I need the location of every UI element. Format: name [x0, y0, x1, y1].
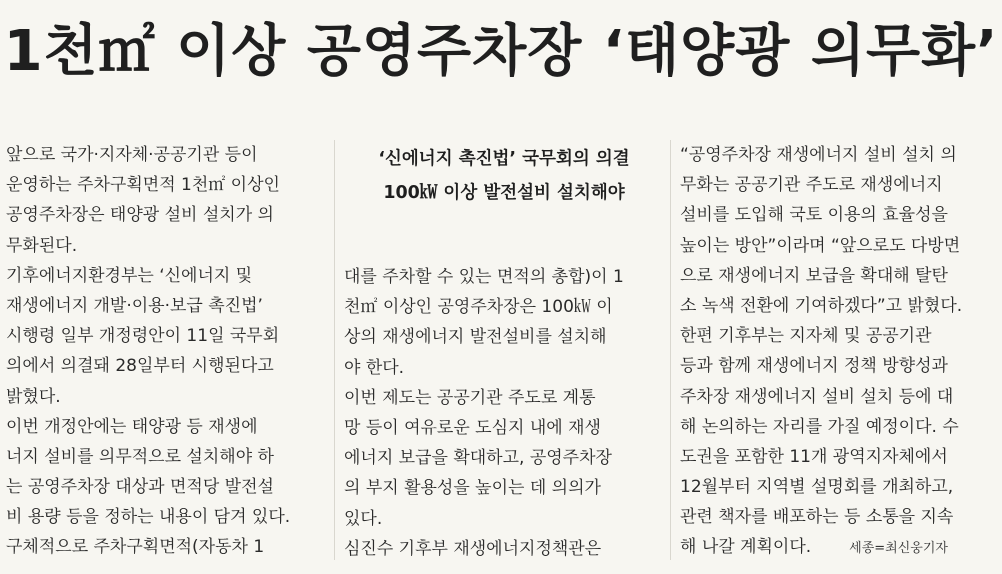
body-line: 시행령 일부 개정령안이 11일 국무회 [6, 326, 280, 347]
body-line: 소 녹색 전환에 기여하겠다”고 밝혔다. [680, 295, 963, 316]
column-divider [670, 140, 671, 560]
subhead-line: 100㎾ 이상 발전설비 설치해야 [383, 183, 625, 203]
body-line: 의 부지 활용성을 높이는 데 의의가 [344, 478, 601, 499]
body-line: 기후에너지환경부는 ‘신에너지 및 [6, 265, 253, 286]
body-line: 공영주차장은 태양광 설비 설치가 의 [6, 205, 274, 226]
column-divider [334, 140, 335, 560]
body-line: “공영주차장 재생에너지 설비 설치 의 [680, 145, 957, 165]
body-line: 등과 함께 재생에너지 정책 방향성과 [680, 356, 948, 377]
body-line-with-byline [680, 532, 998, 562]
byline: 세종=최신웅기자 [849, 541, 948, 557]
body-line: 주차장 재생에너지 설비 설치 등에 대 [680, 386, 954, 407]
article-column-3 [680, 140, 998, 563]
body-line: 설비를 도입해 국토 이용의 효율성을 [680, 205, 948, 226]
body-line: 관련 책자를 배포하는 등 소통을 지속 [680, 507, 954, 528]
article-column-2 [344, 262, 664, 564]
body-line: 비 용량 등을 정하는 내용이 담겨 있다. [6, 507, 291, 528]
body-line: 이번 개정안에는 태양광 등 재생에 [6, 416, 258, 437]
body-line: 는 공영주차장 대상과 면적당 발전설 [6, 477, 274, 498]
article-headline: 1천㎡ 이상 공영주차장 ‘태양광 의무화’ [3, 19, 999, 84]
body-line: 해 나갈 계획이다. [680, 537, 812, 558]
body-line: 에너지 보급을 확대하고, 공영주차장 [344, 448, 612, 469]
body-line: 야 한다. [344, 357, 405, 378]
body-line: 이번 제도는 공공기관 주도로 계통 [344, 387, 596, 408]
body-line: 있다. [344, 508, 383, 529]
body-line: 해 논의하는 자리를 가질 예정이다. 수 [680, 416, 959, 437]
article-subhead [344, 142, 664, 210]
body-line: 재생에너지 개발·이용·보급 촉진법’ [6, 295, 263, 316]
body-line: 무화는 공공기관 주도로 재생에너지 [680, 175, 943, 196]
body-line: 의에서 의결돼 28일부터 시행된다고 [6, 356, 274, 377]
body-line: 망 등이 여유로운 도심지 내에 재생 [344, 417, 601, 438]
body-line: 높이는 방안”이라며 “앞으로도 다방면 [680, 235, 961, 256]
body-line: 으로 재생에너지 보급을 확대해 탈탄 [680, 265, 948, 286]
body-line: 12월부터 지역별 설명회를 개최하고, [680, 477, 954, 498]
body-line: 천㎡ 이상인 공영주차장은 100㎾ 이 [344, 297, 613, 318]
body-line: 밝혔다. [6, 386, 61, 407]
body-line: 너지 설비를 의무적으로 설치해야 하 [6, 446, 274, 467]
body-line: 도권을 포함한 11개 광역지자체에서 [680, 446, 948, 467]
article-column-1 [6, 140, 326, 563]
body-line: 운영하는 주차구획면적 1천㎡ 이상인 [6, 175, 280, 196]
body-line: 구체적으로 주차구획면적(자동차 1 [6, 537, 265, 558]
body-line: 대를 주차할 수 있는 면적의 총합)이 1 [344, 267, 624, 287]
body-line: 무화된다. [6, 235, 78, 256]
body-line: 앞으로 국가·지자체·공공기관 등이 [6, 145, 258, 165]
body-line: 심진수 기후부 재생에너지정책관은 [344, 538, 602, 559]
body-line: 상의 재생에너지 발전설비를 설치해 [344, 327, 607, 348]
subhead-line: ‘신에너지 촉진법’ 국무회의 의결 [378, 149, 630, 169]
body-line: 한편 기후부는 지자체 및 공공기관 [680, 326, 932, 347]
